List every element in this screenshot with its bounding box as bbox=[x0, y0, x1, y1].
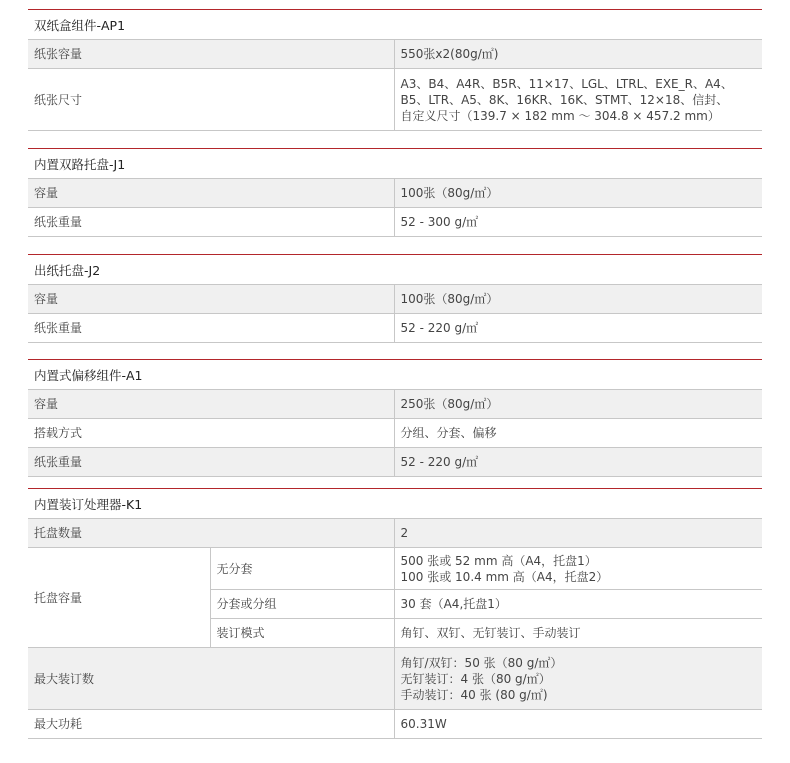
row-label: 纸张容量 bbox=[28, 40, 394, 69]
row-value: 角钉、双钉、无钉装订、手动装订 bbox=[394, 619, 762, 648]
table-row bbox=[28, 390, 762, 419]
row-label: 最大功耗 bbox=[28, 710, 394, 739]
row-label: 最大装订数 bbox=[28, 648, 394, 710]
row-label: 纸张重量 bbox=[28, 314, 394, 343]
row-label: 搭载方式 bbox=[28, 419, 394, 448]
row-label: 容量 bbox=[28, 285, 394, 314]
spec-table-j1 bbox=[28, 178, 762, 237]
row-label: 托盘数量 bbox=[28, 519, 394, 548]
spec-table-j2 bbox=[28, 284, 762, 343]
section-title-j2: 出纸托盘-J2 bbox=[28, 254, 762, 284]
section-title-a1: 内置式偏移组件-A1 bbox=[28, 359, 762, 389]
row-value: 550张x2(80g/㎡) bbox=[394, 40, 762, 69]
sub-row-label: 无分套 bbox=[210, 548, 394, 590]
row-value-multiline bbox=[394, 648, 762, 710]
row-label: 纸张重量 bbox=[28, 448, 394, 477]
value-line: B5、LTR、A5、8K、16KR、16K、STMT、12×18、信封、 bbox=[400, 92, 729, 107]
table-row bbox=[28, 40, 762, 69]
value-line: 自定义尺寸（139.7 × 182 mm ～ 304.8 × 457.2 mm） bbox=[400, 108, 720, 123]
row-label: 容量 bbox=[28, 390, 394, 419]
value-line: 无钉装订：4 张（80 g/㎡） bbox=[400, 671, 551, 686]
value-line: 角钉/双钉：50 张（80 g/㎡） bbox=[400, 655, 563, 670]
row-value: 100张（80g/㎡） bbox=[394, 285, 762, 314]
row-label: 纸张重量 bbox=[28, 208, 394, 237]
row-value: 52 - 220 g/㎡ bbox=[394, 314, 762, 343]
sub-row-label: 装订模式 bbox=[210, 619, 394, 648]
row-value: 2 bbox=[394, 519, 762, 548]
table-row bbox=[28, 648, 762, 710]
section-title-ap1: 双纸盒组件-AP1 bbox=[28, 9, 762, 39]
table-row bbox=[28, 285, 762, 314]
value-line: 500 张或 52 mm 高（A4，托盘1） bbox=[400, 553, 597, 568]
table-row bbox=[28, 419, 762, 448]
section-title-k1: 内置装订处理器-K1 bbox=[28, 488, 762, 518]
row-value-multiline bbox=[394, 548, 762, 590]
value-line: A3、B4、A4R、B5R、11×17、LGL、LTRL、EXE_R、A4、 bbox=[400, 76, 733, 91]
row-value: 52 - 220 g/㎡ bbox=[394, 448, 762, 477]
spec-table-ap1 bbox=[28, 39, 762, 131]
spec-table-k1 bbox=[28, 518, 762, 739]
row-value: 250张（80g/㎡） bbox=[394, 390, 762, 419]
row-value: 100张（80g/㎡） bbox=[394, 179, 762, 208]
table-row bbox=[28, 314, 762, 343]
table-row bbox=[28, 519, 762, 548]
row-value: 52 - 300 g/㎡ bbox=[394, 208, 762, 237]
table-row bbox=[28, 448, 762, 477]
row-value-multiline bbox=[394, 69, 762, 131]
section-title-j1: 内置双路托盘-J1 bbox=[28, 148, 762, 178]
value-line: 100 张或 10.4 mm 高（A4，托盘2） bbox=[400, 569, 609, 584]
row-label: 纸张尺寸 bbox=[28, 69, 394, 131]
row-label: 容量 bbox=[28, 179, 394, 208]
row-value: 30 套（A4,托盘1） bbox=[394, 590, 762, 619]
table-row bbox=[28, 179, 762, 208]
value-line: 手动装订：40 张 (80 g/㎡) bbox=[400, 687, 548, 702]
table-row bbox=[28, 548, 762, 590]
row-label: 托盘容量 bbox=[28, 548, 210, 648]
spec-table-a1 bbox=[28, 389, 762, 477]
table-row bbox=[28, 208, 762, 237]
row-value: 分组、分套、偏移 bbox=[394, 419, 762, 448]
table-row bbox=[28, 69, 762, 131]
sub-row-label: 分套或分组 bbox=[210, 590, 394, 619]
row-value: 60.31W bbox=[394, 710, 762, 739]
table-row bbox=[28, 710, 762, 739]
